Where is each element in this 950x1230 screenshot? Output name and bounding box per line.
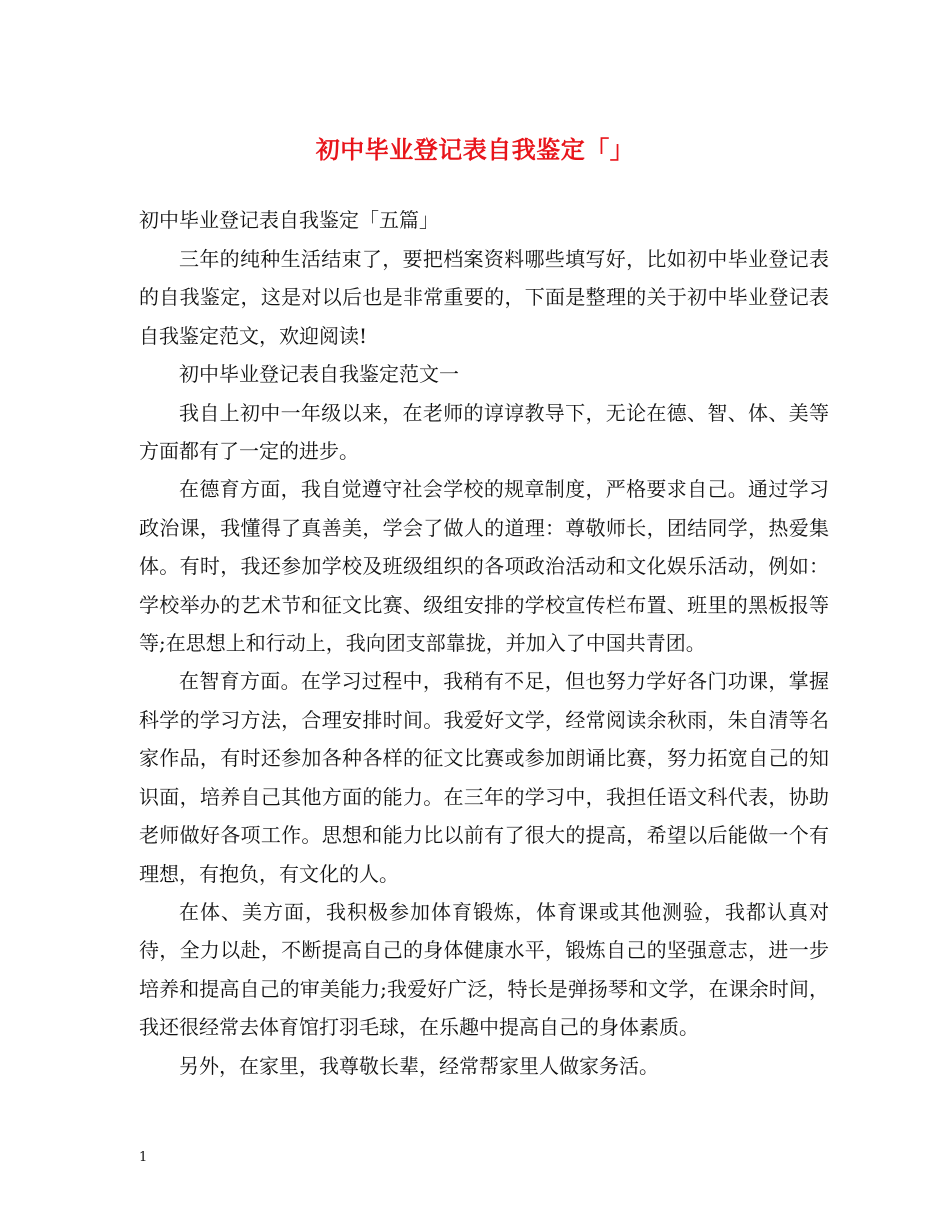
paragraph-opening: 我自上初中一年级以来，在老师的谆谆教导下，无论在德、智、体、美等方面都有了一定的进步。 [139,400,829,464]
paragraph-intellectual-education: 在智育方面。在学习过程中，我稍有不足，但也努力学好各门功课，掌握科学的学习方法，合理安排时间。我爱好文学，经常阅读余秋雨，朱自清等名家作品，有时还参加各种各样的征文比赛或参加朗诵比赛，努力拓宽自己的知识面，培养自己其他方面的能力。在三年的学习中，我担任语文科代表，协助老师做好各项工作。思想和能力比以前有了很大的提高，希望以后能做一个有理想，有抱负，有文化的人。 [139,669,829,886]
paragraph-family: 另外，在家里，我尊敬长辈，经常帮家里人做家务活。 [179,1053,659,1078]
document-body [139,240,829,1085]
paragraph-section-heading: 初中毕业登记表自我鉴定范文一 [179,362,459,387]
page-number: 1 [139,1150,148,1165]
paragraph-physical-aesthetic: 在体、美方面，我积极参加体育锻炼，体育课或其他测验，我都认真对待，全力以赴，不断提高自己的身体健康水平，锻炼自己的坚强意志，进一步培养和提高自己的审美能力;我爱好广泛，特长是弹扬琴和文学，在课余时间，我还很经常去体育馆打羽毛球，在乐趣中提高自己的身体素质。 [139,899,829,1040]
document-subtitle: 初中毕业登记表自我鉴定「五篇」 [139,208,439,232]
paragraph-moral-education: 在德育方面，我自觉遵守社会学校的规章制度，严格要求自己。通过学习政治课，我懂得了真善美，学会了做人的道理：尊敬师长，团结同学，热爱集体。有时，我还参加学校及班级组织的各项政治活动和文化娱乐活动，例如：学校举办的艺术节和征文比赛、级组安排的学校宣传栏布置、班里的黑板报等等;在思想上和行动上，我向团支部靠拢，并加入了中国共青团。 [139,477,829,656]
document-title: 初中毕业登记表自我鉴定「」 [315,135,635,164]
paragraph-intro: 三年的纯种生活结束了，要把档案资料哪些填写好，比如初中毕业登记表的自我鉴定，这是对以后也是非常重要的，下面是整理的关于初中毕业登记表自我鉴定范文，欢迎阅读! [139,247,829,348]
